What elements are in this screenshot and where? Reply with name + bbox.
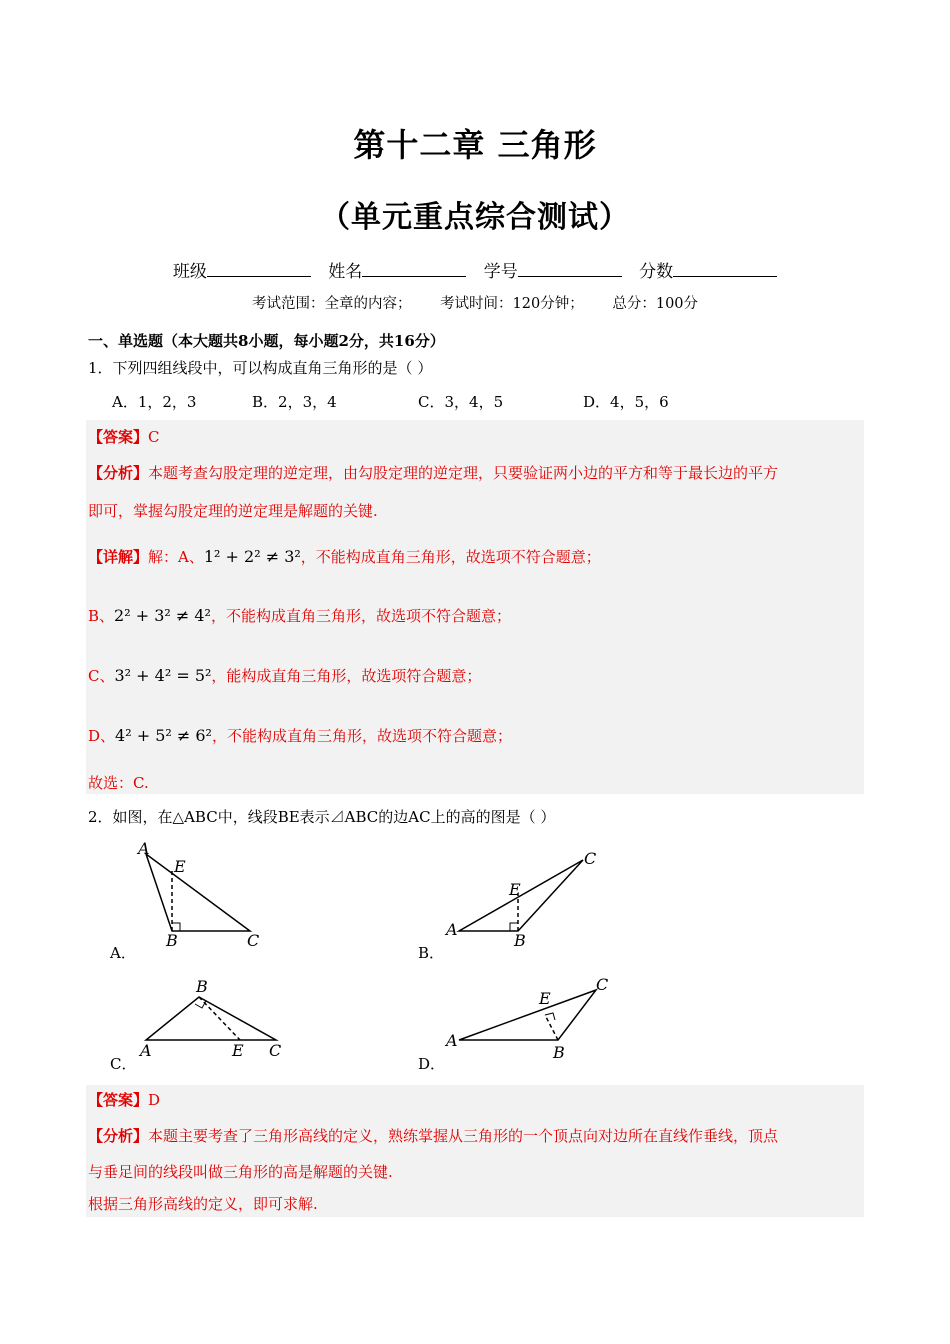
fig-b-right-angle bbox=[510, 923, 518, 931]
q1-answer bbox=[88, 426, 160, 447]
q1-answer-tag: 【答案】 bbox=[88, 428, 149, 446]
fig-d-label-e: E bbox=[539, 989, 551, 1008]
exam-range: 考试范围：全章的内容； bbox=[251, 296, 412, 312]
q1-stem: 1．下列四组线段中，可以构成直角三角形的是（ ） bbox=[88, 359, 433, 377]
fig-c-label-c: C bbox=[269, 1041, 282, 1060]
section-heading: 一、单选题（本大题共8小题，每小题2分，共16分） bbox=[88, 332, 445, 350]
q2-option-b[interactable]: B． bbox=[418, 944, 445, 962]
q1-analysis-line1 bbox=[88, 462, 778, 483]
page-subtitle: （单元重点综合测试） bbox=[320, 200, 630, 235]
fig-b-triangle bbox=[459, 860, 583, 931]
q2-stem: 2．如图，在△ABC中，线段BE表示⊿ABC的边AC上的高的图是（ ） bbox=[88, 808, 556, 826]
fig-d-label-a: A bbox=[446, 1031, 458, 1050]
student-info-line bbox=[0, 257, 950, 282]
page-title: 第十二章 三角形 bbox=[353, 126, 597, 164]
fig-d-triangle bbox=[459, 990, 596, 1040]
q2-option-d[interactable]: D． bbox=[418, 1055, 446, 1073]
q1-option-c[interactable]: C．3，4，5 bbox=[418, 393, 504, 411]
q1-detail-c bbox=[88, 665, 481, 686]
q1-answer-value: C bbox=[148, 428, 160, 446]
exam-info bbox=[0, 292, 950, 313]
id-blank[interactable] bbox=[518, 262, 622, 277]
fig-a-label-a: A bbox=[138, 839, 150, 858]
name-blank[interactable] bbox=[362, 262, 466, 277]
q1-detail-d bbox=[88, 725, 512, 746]
fig-a-label-b: B bbox=[166, 931, 178, 950]
q1-analysis-text1: 本题考查勾股定理的逆定理，由勾股定理的逆定理，只要验证两小边的平方和等于最长边的平方 bbox=[148, 464, 779, 482]
class-label: 班级 bbox=[172, 262, 207, 282]
q1-detail-b-prefix: B、 bbox=[88, 607, 115, 625]
fig-d-label-b: B bbox=[553, 1043, 565, 1062]
q1-analysis-line2: 即可，掌握勾股定理的逆定理是解题的关键. bbox=[88, 502, 378, 520]
fig-c-label-b: B bbox=[196, 977, 208, 996]
fig-a-label-c: C bbox=[247, 931, 260, 950]
q1-answer-box bbox=[86, 420, 864, 794]
q2-analysis-line2: 与垂足间的线段叫做三角形的高是解题的关键. bbox=[88, 1163, 393, 1181]
fig-d-height bbox=[545, 1015, 558, 1040]
q2-answer-box bbox=[86, 1085, 864, 1217]
id-label: 学号 bbox=[483, 262, 518, 282]
q2-answer bbox=[88, 1089, 160, 1110]
score-blank[interactable] bbox=[673, 262, 777, 277]
fig-b-label-e: E bbox=[509, 880, 521, 899]
q2-analysis-line1 bbox=[88, 1125, 778, 1146]
q1-detail-d-math: 4² + 5² ≠ 6² bbox=[115, 726, 212, 745]
exam-time: 考试时间：120分钟； bbox=[440, 296, 584, 312]
q1-detail-a-text: ，不能构成直角三角形，故选项不符合题意； bbox=[300, 548, 601, 566]
q1-detail-a-prefix: 解：A、 bbox=[148, 548, 204, 566]
q2-analysis-line3: 根据三角形高线的定义，即可求解. bbox=[88, 1195, 318, 1213]
q1-option-b[interactable]: B．2，3，4 bbox=[252, 393, 337, 411]
q2-analysis-text1: 本题主要考查了三角形高线的定义，熟练掌握从三角形的一个顶点向对边所在直线作垂线，顶点 bbox=[148, 1127, 779, 1145]
fig-c-label-a: A bbox=[140, 1041, 152, 1060]
q2-answer-value: D bbox=[148, 1091, 161, 1109]
fig-b-label-b: B bbox=[514, 931, 526, 950]
q1-conclusion: 故选：C. bbox=[88, 774, 149, 792]
q1-detail-b bbox=[88, 605, 511, 626]
q2-option-c[interactable]: C． bbox=[110, 1055, 137, 1073]
q1-detail-b-math: 2² + 3² ≠ 4² bbox=[114, 606, 211, 625]
q2-figures bbox=[0, 830, 950, 1080]
fig-b-label-a: A bbox=[446, 920, 458, 939]
score-label: 分数 bbox=[639, 262, 674, 282]
fig-a-right-angle bbox=[172, 923, 180, 931]
q1-option-a[interactable]: A．1，2，3 bbox=[112, 393, 197, 411]
q2-option-a[interactable]: A． bbox=[110, 944, 136, 962]
name-label: 姓名 bbox=[328, 262, 363, 282]
fig-a-triangle bbox=[146, 854, 250, 931]
fig-c-label-e: E bbox=[232, 1041, 244, 1060]
q2-analysis-tag: 【分析】 bbox=[88, 1127, 149, 1145]
q1-detail-a-math: 1² + 2² ≠ 3² bbox=[203, 547, 301, 566]
q1-detail-c-prefix: C、 bbox=[88, 667, 115, 685]
q1-detail-c-text: ，能构成直角三角形，故选项符合题意； bbox=[211, 667, 482, 685]
q1-detail-b-text: ，不能构成直角三角形，故选项不符合题意； bbox=[210, 607, 511, 625]
q1-detail-d-prefix: D、 bbox=[88, 727, 116, 745]
q1-detail-c-math: 3² + 4² = 5² bbox=[114, 666, 212, 685]
fig-a-label-e: E bbox=[174, 857, 186, 876]
q1-detail-a bbox=[88, 546, 601, 567]
fig-c-triangle bbox=[146, 997, 276, 1040]
q1-option-d[interactable]: D．4，5，6 bbox=[583, 393, 669, 411]
q1-analysis-tag: 【分析】 bbox=[88, 464, 149, 482]
q1-detail-tag: 【详解】 bbox=[88, 548, 149, 566]
class-blank[interactable] bbox=[207, 262, 311, 277]
exam-total: 总分：100分 bbox=[612, 296, 699, 312]
fig-b-label-c: C bbox=[584, 849, 597, 868]
q2-answer-tag: 【答案】 bbox=[88, 1091, 149, 1109]
q1-detail-d-text: ，不能构成直角三角形，故选项不符合题意； bbox=[211, 727, 512, 745]
fig-d-label-c: C bbox=[596, 975, 609, 994]
